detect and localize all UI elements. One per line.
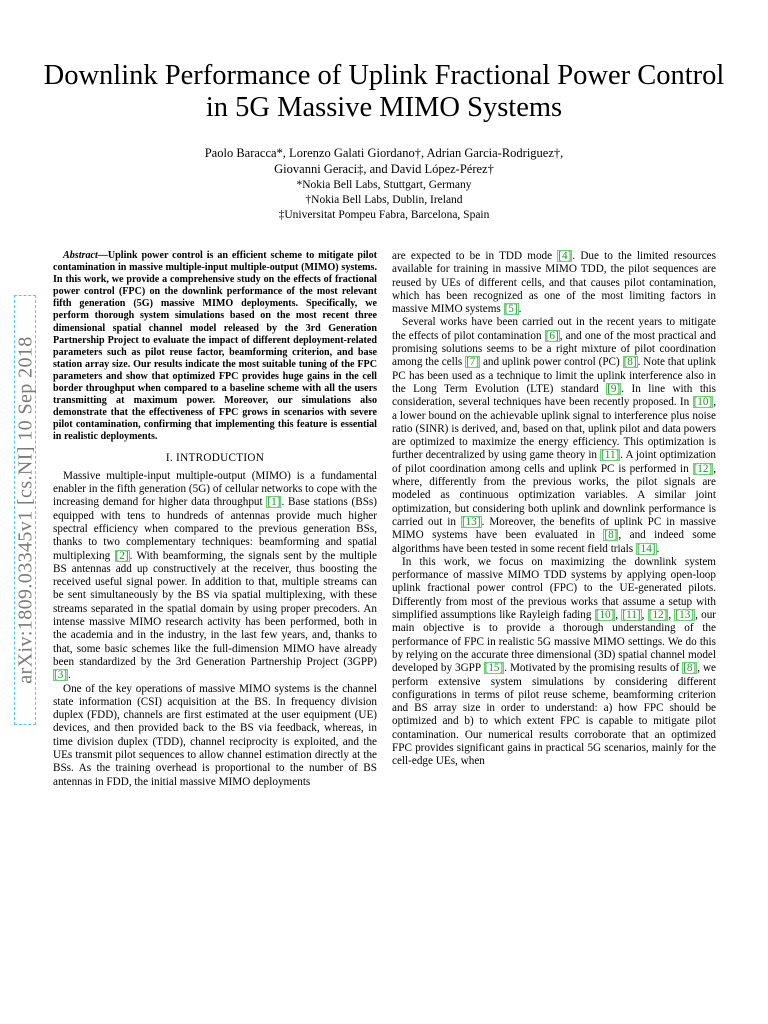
paragraph-1: Massive multiple-input multiple-output (MIMO) is a fundamental enabler in the fifth generation (5G) of cellular networks to cope with the increasing demand for higher data throughput [1]. Base stations (BSs) equipped with tens to hundreds of antennas provide much higher spectral efficiency when compared to the previous generation BSs, thanks to two complementary techniques: beamforming and spatial multiplexing [2]. With beamforming, the signals sent by the multiple BS antennas add up constructively at the receiver, thus boosting the received useful signal power. In addition to that, multiple streams can be sent simultaneously by the BS via spatial multiplexing, with these streams separated in the spatial domain by using proper precoders. An intense massive MIMO research activity has been performed, both in the academia and in the industry, in the last few years, and, thanks to that, some basic schemes like the full-dimension MIMO have already been standardized by the 3rd Generation Partnership Project (3GPP) [3]. [53,469,377,682]
citation-link[interactable]: [10] [595,609,615,622]
citation-link[interactable]: [11] [622,609,641,622]
abstract-lead: Abstract [63,250,98,261]
paragraph-5: In this work, we focus on maximizing the downlink system performance of massive MIMO TDD systems by applying open-loop uplink fractional power control (FPC) to the UE-generated pilots. Differently from most of the previous works that assume a setup with simplified assumptions like Rayleigh fading [10], [11], [12], [13], our main objective is to provide a thorough understanding of the performance of FPC in realistic 5G massive MIMO settings. We do this by relying on the accurate three dimensional (3D) spatial channel model developed by 3GPP [15]. Motivated by the promising results of [8], we perform extensive system simulations by considering different configurations in terms of pilot reuse scheme, beamforming criterion and BS array size in order to understand: a) how FPC should be optimized and b) to which extent FPC is capable to mitigate pilot contamination. Our numerical results corroborate that an optimized FPC provides significant gains in practical 5G scenarios, mainly for the cell-edge UEs, when [392,555,717,768]
citation-link[interactable]: [13] [461,515,481,528]
affiliation-barcelona: ‡Universitat Pompeu Fabra, Barcelona, Spain [278,209,490,221]
left-column [53,250,377,789]
arxiv-sidebar [0,295,46,725]
citation-link[interactable]: [13] [675,609,695,622]
citation-link[interactable]: [3] [54,669,68,682]
arxiv-identifier: arXiv:1809.03345v1 [cs.NI] 10 Sep 2018 [14,336,37,684]
citation-link[interactable]: [12] [693,462,713,475]
citation-link[interactable]: [14] [636,542,656,555]
paragraph-3: are expected to be in TDD mode [4]. Due to the limited resources available for training in massive MIMO TDD, the pilot sequences are reused by UEs of different cells, and that causes pilot contamination, which has been recognized as one of the most limiting factors in massive MIMO systems [5]. [392,250,716,316]
citation-link[interactable]: [7] [466,356,480,369]
author-line-1: Paolo Baracca*, Lorenzo Galati Giordano†, Adrian Garcia-Rodriguez†, [204,146,564,160]
citation-link[interactable]: [15] [484,662,504,675]
citation-link[interactable]: [4] [558,250,572,262]
citation-link[interactable]: [10] [693,396,713,409]
affiliations [80,178,688,223]
affiliation-stuttgart: *Nokia Bell Labs, Stuttgart, Germany [296,179,472,191]
affiliation-dublin: †Nokia Bell Labs, Dublin, Ireland [305,194,463,206]
paragraph-2: One of the key operations of massive MIMO systems is the channel state information (CSI) acquisition at the BS. In frequency division duplex (FDD), channels are first estimated at the user equipment (UE) devices, and then provided back to the BS via feedback, whereas, in time division duplex (TDD), channel reciprocity is exploited, and the UEs transmit pilot sequences to allow channel estimation directly at the BSs. As the training overhead is proportional to the number of BS antennas in FDD, the initial massive MIMO deployments [53,682,377,788]
citation-link[interactable]: [11] [601,449,620,462]
citation-link[interactable]: [2] [115,549,129,562]
citation-link[interactable]: [9] [607,382,621,395]
abstract-text: —Uplink power control is an efficient scheme to mitigate pilot contamination in massive multiple-input multiple-output (MIMO) systems. In this work, we provide a comprehensive study on the effects of fractional power control (FPC) on the downlink performance of the most relevant fifth generation (5G) massive MIMO deployments. Specifically, we perform thorough system simulations based on the most recent three dimensional spatial channel model released by the 3rd Generation Partnership Project to evaluate the impact of different deployment-related parameters such as pilot reuse factor, beamforming criterion, and base station array size. Our results indicate the most suitable tuning of the FPC parameters and show that optimized FPC provides huge gains in the cell border throughput when compared to a baseline scheme with all the users transmitting at maximum power. Moreover, our simulations also demonstrate that the effectiveness of FPC grows in scenarios with severe pilot contamination, confirming that implementing this feature is essential in realistic deployments. [53,250,377,443]
citation-link[interactable]: [8] [623,356,637,369]
author-list [80,145,688,177]
right-column [392,250,716,769]
citation-link[interactable]: [1] [267,496,281,509]
author-line-2: Giovanni Geraci‡, and David López-Pérez† [274,162,494,176]
section-heading-introduction: I. INTRODUCTION [165,451,265,464]
citation-link[interactable]: [8] [604,529,618,542]
citation-link[interactable]: [6] [545,329,559,342]
citation-link[interactable]: [5] [504,303,518,316]
paragraph-4: Several works have been carried out in the recent years to mitigate the effects of pilot contamination [6], and one of the most practical and promising solutions seems to be a right mixture of pilot coordination among the cells [7] and uplink power control (PC) [8]. Note that uplink PC has been used as a technique to limit the uplink interference also in the Long Term Evolution (LTE) standard [9]. In line with this consideration, several techniques have been recently proposed. In [10], a lower bound on the achievable uplink signal to interference plus noise ratio (SINR) is derived, and, based on that, uplink pilot and data powers are optimized to maximize the energy efficiency. This optimization is further decentralized by using game theory in [11]. A joint optimization of pilot coordination among cells and uplink PC is performed in [12], where, differently from the previous works, the pilot signals are modeled as continuous optimization variables. A similar joint optimization, but considering both uplink and downlink performance is carried out in [13]. Moreover, the benefits of uplink PC in massive MIMO systems have been evaluated in [8], and indeed some algorithms have been tested in some recent field trials [14]. [392,316,717,555]
citation-link[interactable]: [8] [683,662,697,675]
abstract [53,250,377,444]
paper-title: Downlink Performance of Uplink Fractional Power Control in 5G Massive MIMO Systems [43,60,725,123]
citation-link[interactable]: [12] [648,609,668,622]
